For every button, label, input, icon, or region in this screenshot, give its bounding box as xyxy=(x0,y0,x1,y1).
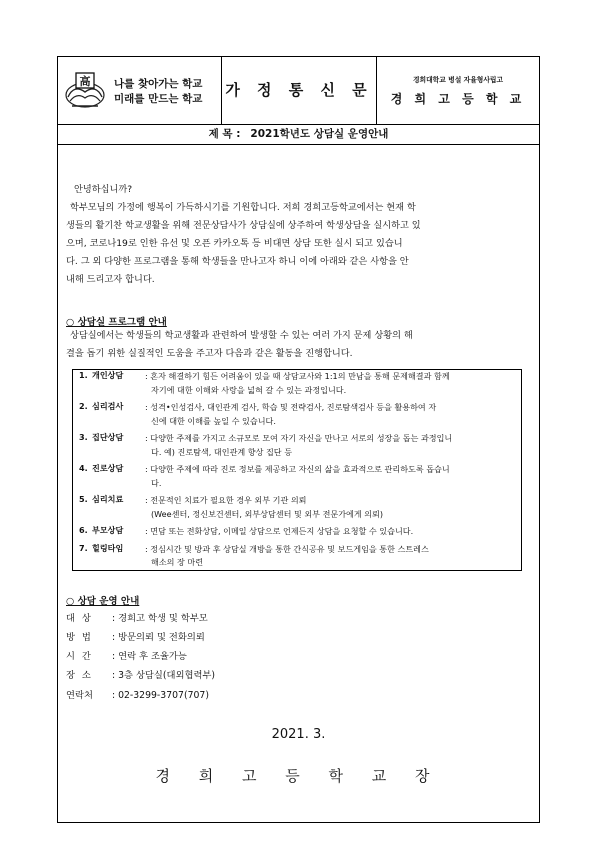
program-item-desc: : 면담 또는 전화상담, 이메일 상담으로 언제든지 상담을 요청할 수 있습니다. xyxy=(145,526,414,536)
newsletter-title: 가 정 통 신 문 xyxy=(225,81,373,99)
program-table xyxy=(72,369,522,571)
program-item-label: 6. 부모상담 xyxy=(79,525,124,535)
program-item xyxy=(73,401,521,428)
program-item-label: 3. 집단상담 xyxy=(79,432,124,442)
program-item xyxy=(73,370,521,397)
subject-row xyxy=(58,124,539,145)
program-item-label: 1. 개인상담 xyxy=(79,370,124,380)
program-item-label: 4. 진로상담 xyxy=(79,463,124,473)
operation-row-place: 장 소 : 3층 상담실(대외협력부) xyxy=(66,670,216,681)
newsletter-page xyxy=(57,56,540,823)
greeting-line: 내해 드리고자 합니다. xyxy=(66,274,155,285)
program-intro xyxy=(66,327,532,363)
program-item xyxy=(73,463,521,490)
greeting-line: 안녕하십니까? xyxy=(74,184,133,195)
greeting-line: 다. 그 외 다양한 프로그램을 통해 학생들을 만나고자 하니 이에 아래와 같은 사항을 안 xyxy=(66,256,409,267)
program-item xyxy=(73,494,521,521)
program-item-desc: : 다양한 주제를 가지고 소규모로 모여 자기 자신을 만나고 서로의 성장을 돕는 과정입니 다. 예) 진로탐색, 대인관계 향상 집단 등 xyxy=(145,433,453,457)
school-association: 경희대학교 병설 자율형사립고 xyxy=(412,76,504,84)
program-item-desc: : 다양한 주제에 따라 진로 정보를 제공하고 자신의 삶을 효과적으로 관리하도록 돕습니 다. xyxy=(145,464,450,488)
greeting-line: 학부모님의 가정에 행복이 가득하시기를 기원합니다. 저희 경희고등학교에서는 현재 학 xyxy=(70,202,416,213)
school-emblem-icon xyxy=(64,70,106,110)
program-item-desc: : 성격•인성검사, 대인관계 검사, 학습 및 전략검사, 진로탐색검사 등을 활용하여 자 신에 대한 이해를 높일 수 있습니다. xyxy=(145,402,437,426)
operation-section-heading: ○ 상담 운영 안내 xyxy=(66,596,140,607)
principal-signature: 경 희 고 등 학 교 장 xyxy=(155,767,442,785)
issue-date: 2021. 3. xyxy=(271,727,326,742)
operation-row-contact: 연락처 : 02-3299-3707(707) xyxy=(66,690,209,701)
operation-row-method: 방 법 : 방문의뢰 및 전화의뢰 xyxy=(66,632,205,643)
header-left-cell xyxy=(58,57,222,124)
program-intro-line: 결을 돕기 위한 실질적인 도움을 주고자 다음과 같은 활동을 진행합니다. xyxy=(66,348,353,359)
subject-title: 2021학년도 상담실 운영안내 xyxy=(250,128,389,140)
newsletter-header xyxy=(58,57,539,125)
greeting-line: 생들의 활기찬 학교생활을 위해 전문상담사가 상담실에 상주하여 학생상담을 실시하고 있 xyxy=(66,220,421,231)
operation-row-target: 대 상 : 경희고 학생 및 학부모 xyxy=(66,613,208,624)
program-item xyxy=(73,543,521,570)
operation-row-time: 시 간 : 연락 후 조율가능 xyxy=(66,651,187,662)
greeting-line: 으며, 코로나19로 인한 유선 및 오픈 카카오톡 등 비대면 상담 또한 실시 되고 있습니 xyxy=(66,238,403,249)
header-school-cell xyxy=(377,57,539,124)
program-item xyxy=(73,432,521,459)
header-title-cell xyxy=(222,57,377,124)
program-item-desc: : 전문적인 치료가 필요한 경우 외부 기관 의뢰 (Wee센터, 정신보건센터, 외부상담센터 및 외부 전문가에게 의뢰) xyxy=(145,495,384,519)
program-item-label: 2. 심리검사 xyxy=(79,401,124,411)
slogan-line-1: 나를 찾아가는 학교 xyxy=(114,78,203,90)
greeting-paragraph xyxy=(66,181,532,289)
program-item-label: 5. 심리치료 xyxy=(79,494,124,504)
school-name: 경 희 고 등 학 교 xyxy=(390,92,526,106)
subject-label: 제 목 : xyxy=(208,128,241,140)
program-intro-line: 상담실에서는 학생들의 학교생활과 관련하여 발생할 수 있는 여러 가지 문제 상황의 해 xyxy=(70,330,413,341)
program-item-desc: : 정심시간 및 방과 후 상담실 개방을 통한 간식공유 및 보드게임을 통한 스트레스 해소의 장 마련 xyxy=(145,543,429,567)
program-item-label: 7. 힐링타임 xyxy=(79,542,124,553)
program-section-heading: ○ 상담실 프로그램 안내 xyxy=(66,317,167,328)
program-item-desc: : 혼자 해결하기 힘든 어려움이 있을 때 상담교사와 1:1의 만남을 통해 문제해결과 함께 자기에 대한 이해와 사랑을 넓혀 갈 수 있는 과정입니다. xyxy=(145,371,450,395)
svg-text:高: 高 xyxy=(79,75,91,88)
program-item xyxy=(73,525,521,539)
slogan-line-2: 미래를 만드는 학교 xyxy=(114,93,203,105)
